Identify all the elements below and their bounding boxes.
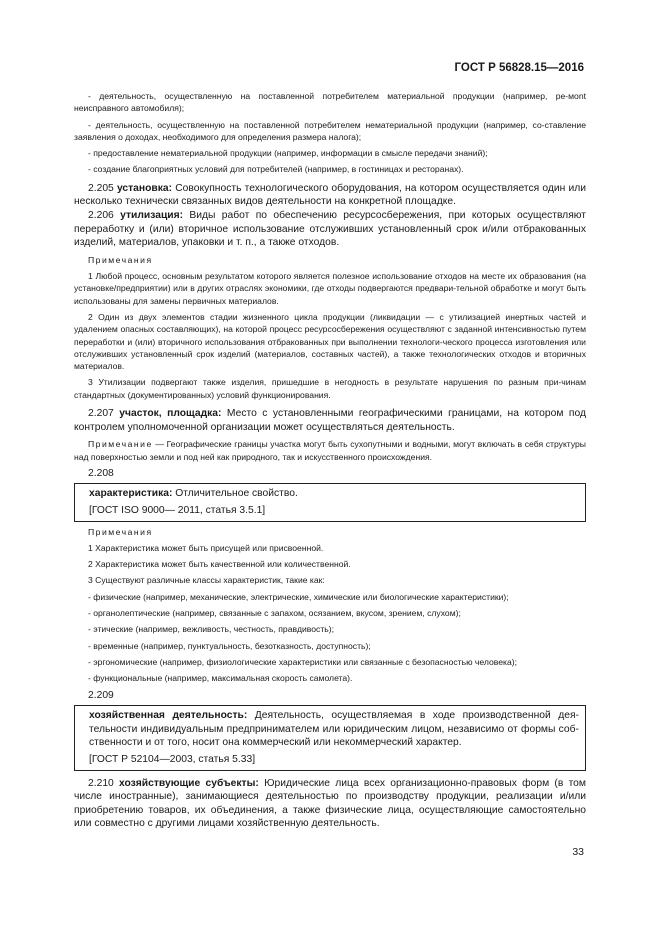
page-content (74, 90, 586, 831)
term-2-210 (74, 777, 586, 831)
term-box-2-209 (74, 705, 586, 770)
note-item: - временные (например, пунктуальность, безотказность, доступность); (88, 640, 371, 651)
page-number: 33 (572, 846, 584, 858)
note-item: 3 Существуют различные классы характеристик, такие как: (88, 575, 325, 586)
note-item: - эргономические (например, физиологические характеристики или связанные с безопасностью человека); (88, 656, 517, 667)
note-paragraph (74, 438, 586, 463)
note-item: - органолептические (например, связанные с запахом, осязанием, вкусом, зрением, слухом); (88, 608, 461, 619)
list-item: - деятельность, осуществленную на поставленной потребителем материальной продукции (например, ре-мont неисправного автомобиля); (74, 91, 586, 114)
note-item: 2 Характеристика может быть качественной или количественной. (88, 559, 351, 570)
term-definition: Совокупность технологического оборудования, на котором осуществляется один или несколько технически связанных видов деятельности на конкретной площадке. (74, 182, 586, 208)
term-definition: Юридические лица всех организационно-правовых форм (в том числе иностранные), занимающиеся деятельностью по производству продукции, реализации и/или приобретению товаров, их объединения, а также физические лица, осуществляющие самостоятельно или совместно с другими лицами хозяйственную деятельность. (74, 777, 586, 830)
term-definition: Деятельность, осуществляемая в ходе производственной дея-тельности индивидуальным предпринимателем или юридическим лицом, независимо от формы соб-ственности и от того, носит она коммерческий или некоммерческий характер. (89, 710, 579, 749)
note-item: - физические (например, механические, электрические, химические или биологические характеристики); (88, 591, 509, 602)
document-id: ГОСТ Р 56828.15—2016 (454, 62, 584, 74)
term-reference: [ГОСТ ISO 9000— 2011, статья 3.5.1] (89, 504, 266, 516)
list-item: - создание благоприятных условий для потребителей (например, в гостиницах и ресторанах). (88, 164, 464, 175)
note-text: — Географические границы участка могут быть сухопутными и водными, могут включать в себя структуры над поверхностью земли и под ней как природного, так и искусственного происхождения. (74, 439, 586, 462)
note-item: 1 Любой процесс, основным результатом которого является полезное использование отходов на месте их образования (на установке/предприятии) или в других отраслях экономики, где отходы подвергаются предвари-тельной обработке и могут быть использованы для замены первичных материалов. (74, 271, 586, 306)
note-item: 3 Утилизации подвергают также изделия, пришедшие в негодность в результате нарушения по разным при-чинам стандартных (документированных) условий функционирования. (74, 377, 586, 400)
note-item: 1 Характеристика может быть присущей или присвоенной. (88, 542, 324, 553)
term-box-2-208 (74, 483, 586, 521)
term-title: характеристика: (89, 488, 173, 500)
term-number: 2.206 (88, 209, 114, 221)
term-2-205 (74, 182, 586, 209)
term-2-208 (89, 487, 579, 501)
list-item: - деятельность, осуществленную на поставленной потребителем нематериальной продукции (например, со-ставление заявления о доходах, необходимого для определения размера налога); (74, 119, 586, 142)
term-title: утилизация: (120, 209, 184, 221)
term-number: 2.210 (88, 777, 114, 789)
term-number: 2.205 (88, 182, 114, 194)
term-number: 2.207 (88, 408, 114, 420)
note-item: 2 Один из двух элементов стадии жизненного цикла продукции (ликвидации — с утилизацией инертных частей и удалением опасных составляющих), на которой процесс ресурсосбережения осуществляют с заданной интенсивностью путем переработки и (или) вторичного использования отбракованных при выполнении технологи-ческого процесса изготовления или отслуживших установленный срок изделий (материалов, составных частей), а также технологических отходов и вторичных материалов. (74, 311, 586, 372)
term-definition: Отличительное свойство. (175, 488, 298, 500)
term-definition: Место с установленными географическими границами, на котором под контролем уполномоченной организации может осуществляться деятельность. (74, 408, 586, 433)
note-item: - этические (например, вежливость, честность, правдивость); (88, 624, 334, 635)
term-2-209 (89, 709, 579, 750)
note-label: Примечание (88, 439, 153, 450)
term-title: участок, площадка: (119, 408, 222, 420)
term-2-206 (74, 209, 586, 250)
notes-label: Примечания (88, 254, 153, 265)
term-reference: [ГОСТ Р 52104—2003, статья 5.33] (89, 753, 256, 765)
list-item: - предоставление нематериальной продукции (например, информации в смысле передачи знаний); (88, 148, 488, 159)
note-item: - функциональные (например, максимальная скорость самолета). (88, 673, 353, 684)
term-number: 2.208 (88, 467, 114, 479)
term-title: хозяйствующие субъекты: (119, 777, 259, 789)
notes-label: Примечания (88, 526, 153, 537)
term-definition: Виды работ по обеспечению ресурсосбережения, при которых осуществляют переработку и (или) вторичное использование отслуживших установленный срок и/или отбракованных изделий, материалов, упаковки и т. п., а также отходов. (74, 209, 586, 249)
term-2-207 (74, 407, 586, 434)
term-title: установка: (116, 182, 173, 194)
term-number: 2.209 (88, 689, 114, 701)
term-title: хозяйственная деятельность: (89, 710, 248, 722)
